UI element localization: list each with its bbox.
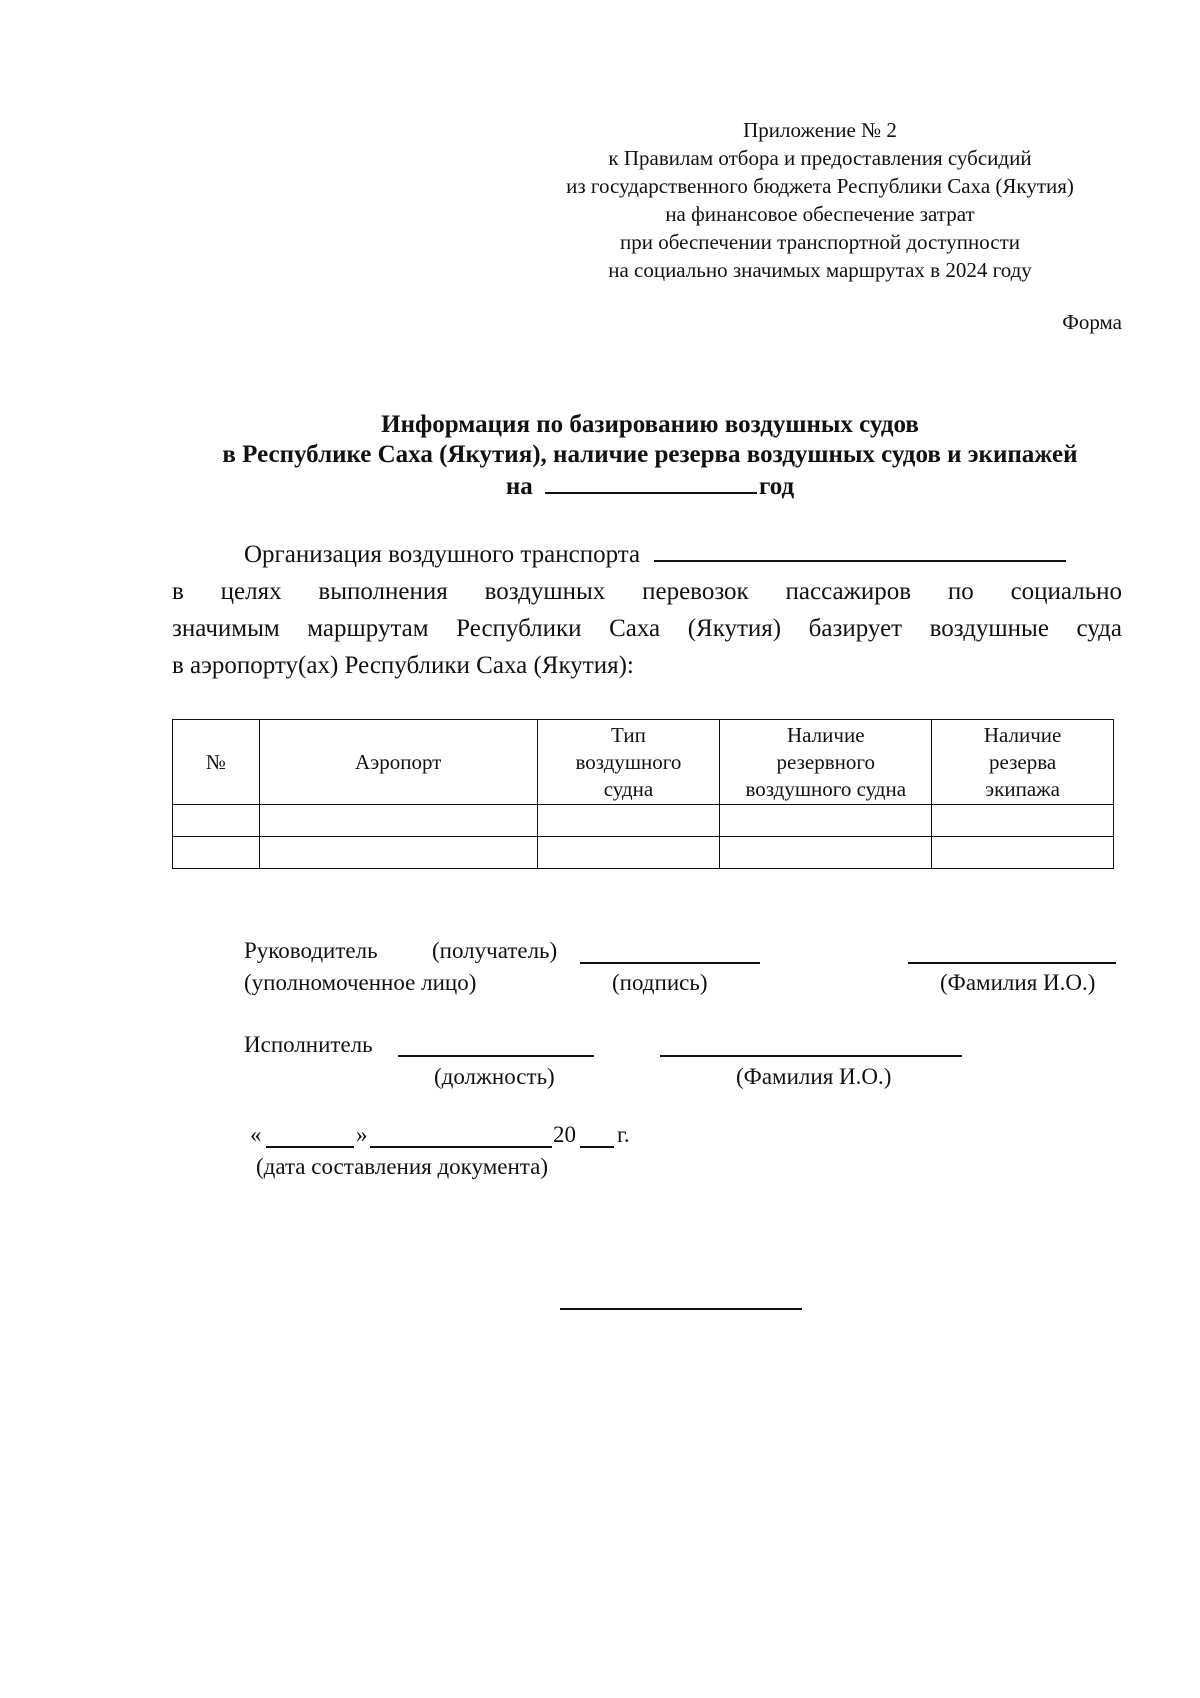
table-row xyxy=(173,837,1114,869)
form-label: Форма xyxy=(1062,310,1122,334)
head-signature-line[interactable] xyxy=(580,962,760,964)
year-blank-line[interactable] xyxy=(545,470,757,494)
closing-separator-line xyxy=(560,1308,802,1310)
date-close-quote: » xyxy=(356,1122,368,1147)
appendix-line: Приложение № 2 xyxy=(743,118,897,142)
header-reserve-crew: Наличие резерва экипажа xyxy=(932,720,1114,805)
table-cell[interactable] xyxy=(259,805,537,837)
appendix-header xyxy=(520,116,1120,284)
table-header-row xyxy=(173,720,1114,805)
appendix-line: на финансовое обеспечение затрат xyxy=(665,202,975,226)
table-cell[interactable] xyxy=(259,837,537,869)
header-aircraft-type: Тип воздушного судна xyxy=(537,720,720,805)
date-year-suffix: г. xyxy=(617,1122,630,1147)
intro-paragraph xyxy=(172,536,1122,684)
title-year-suffix: год xyxy=(759,473,795,500)
executor-label: Исполнитель xyxy=(244,1032,373,1057)
head-label: Руководитель xyxy=(244,938,378,963)
date-day-line[interactable] xyxy=(266,1146,354,1148)
table-cell[interactable] xyxy=(173,805,260,837)
title-line-2: в Республике Саха (Якутия), наличие резерва воздушных судов и экипажей xyxy=(222,441,1078,468)
table-cell[interactable] xyxy=(173,837,260,869)
date-caption: (дата составления документа) xyxy=(256,1154,549,1179)
table-cell[interactable] xyxy=(720,837,932,869)
executor-fio-caption: (Фамилия И.О.) xyxy=(736,1064,892,1089)
table-cell[interactable] xyxy=(932,837,1114,869)
table-cell[interactable] xyxy=(537,805,720,837)
appendix-line: при обеспечении транспортной доступности xyxy=(619,230,1021,254)
table-cell[interactable] xyxy=(537,837,720,869)
appendix-line: на социально значимых маршрутах в 2024 году xyxy=(608,258,1032,282)
date-year-line[interactable] xyxy=(580,1146,614,1148)
paragraph-line-3: значимым маршрутам Республики Саха (Якутия) базирует воздушные суда xyxy=(172,615,1122,642)
signature-caption: (подпись) xyxy=(612,970,708,995)
title-line-3 xyxy=(120,470,1180,502)
paragraph-line-2: в целях выполнения воздушных перевозок пассажиров по социально xyxy=(172,578,1122,605)
paragraph-line-4: в аэропорту(ах) Республики Саха (Якутия): xyxy=(172,652,634,679)
organization-blank-line[interactable] xyxy=(654,538,1066,562)
appendix-line: к Правилам отбора и предоставления субсидий xyxy=(608,146,1032,170)
executor-position-line[interactable] xyxy=(398,1055,594,1057)
head-fio-line[interactable] xyxy=(908,962,1116,964)
document-title xyxy=(120,410,1180,502)
date-open-quote: « xyxy=(250,1122,262,1147)
header-airport: Аэропорт xyxy=(259,720,537,805)
date-month-line[interactable] xyxy=(370,1146,552,1148)
organization-label: Организация воздушного транспорта xyxy=(244,541,641,568)
header-number: № xyxy=(173,720,260,805)
paragraph-line-1 xyxy=(172,536,1122,573)
title-year-prefix: на xyxy=(505,473,533,500)
table-cell[interactable] xyxy=(932,805,1114,837)
title-line-1: Информация по базированию воздушных судов xyxy=(381,411,919,438)
date-year-prefix: 20 xyxy=(553,1122,576,1147)
fio-caption: (Фамилия И.О.) xyxy=(940,970,1096,995)
aircraft-basing-table xyxy=(172,719,1114,869)
head-recipient-label: (получатель) xyxy=(432,938,558,963)
header-reserve-aircraft: Наличие резервного воздушного судна xyxy=(720,720,932,805)
authorized-person-caption: (уполномоченное лицо) xyxy=(244,970,477,995)
position-caption: (должность) xyxy=(434,1064,555,1089)
executor-fio-line[interactable] xyxy=(660,1055,962,1057)
table-row xyxy=(173,805,1114,837)
appendix-line: из государственного бюджета Республики Саха (Якутия) xyxy=(566,174,1074,198)
table-cell[interactable] xyxy=(720,805,932,837)
